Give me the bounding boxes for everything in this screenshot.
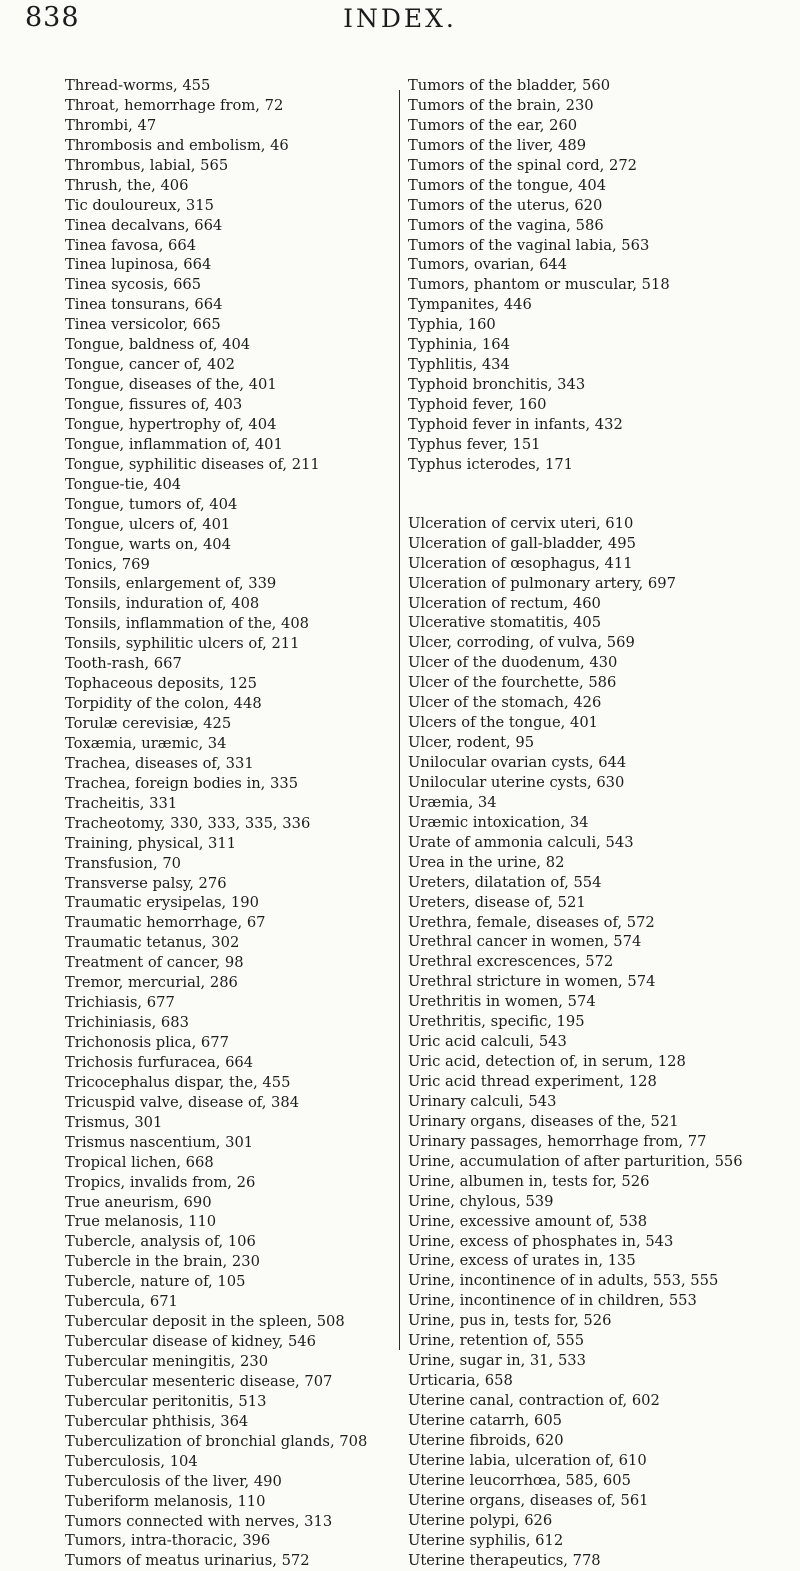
- index-entry: Tubercular deposit in the spleen, 508: [65, 1313, 345, 1331]
- index-entry: Ulcers of the tongue, 401: [408, 714, 599, 732]
- index-entry: Tumors of the ear, 260: [408, 116, 578, 134]
- index-entry: Tricocephalus dispar, the, 455: [65, 1073, 291, 1091]
- index-entry: Typhoid fever, 160: [408, 396, 547, 413]
- page-title: INDEX.: [343, 4, 457, 33]
- index-entry: Tumors of meatus urinarius, 572: [65, 1552, 310, 1570]
- index-entry: Tic douloureux, 315: [65, 196, 214, 214]
- index-entry: Uric acid calculi, 543: [408, 1033, 567, 1051]
- index-entry: Tubercular phthisis, 364: [65, 1412, 249, 1430]
- index-entry: Tumors connected with nerves, 313: [65, 1512, 333, 1530]
- index-entry: Trismus nascentium, 301: [65, 1133, 254, 1151]
- index-entry: Tubercle, nature of, 105: [65, 1273, 246, 1291]
- index-entry: Typhlitis, 434: [408, 356, 510, 374]
- index-entry: Urethral cancer in women, 574: [408, 933, 642, 951]
- index-entry: Transverse palsy, 276: [65, 874, 227, 892]
- index-entry: Tumors of the brain, 230: [408, 96, 594, 114]
- index-entry: Tongue, ulcers of, 401: [65, 515, 231, 533]
- index-entry: Tumors, ovarian, 644: [408, 256, 568, 274]
- index-entry: Urine, accumulation of after parturition, 556: [408, 1152, 743, 1170]
- index-entry: Ulceration of pulmonary artery, 697: [408, 574, 676, 592]
- index-entry: Tuberculosis of the liver, 490: [65, 1472, 282, 1490]
- index-entry: Tongue, baldness of, 404: [65, 336, 251, 354]
- index-entry: Traumatic tetanus, 302: [65, 934, 240, 952]
- index-entry: Tongue, cancer of, 402: [65, 356, 236, 374]
- index-entry: Torpidity of the colon, 448: [65, 695, 262, 713]
- index-entry: Urethral stricture in women, 574: [408, 973, 656, 991]
- index-entry: Tuberiform melanosis, 110: [65, 1492, 266, 1510]
- index-entry: Thrombus, labial, 565: [65, 156, 229, 174]
- index-entry: Tracheitis, 331: [65, 794, 178, 812]
- index-entry: Typhus icterodes, 171: [408, 455, 574, 473]
- index-entry: Urea in the urine, 82: [408, 853, 565, 871]
- index-entry: Tremor, mercurial, 286: [65, 974, 238, 992]
- index-entry: Ulceration of gall-bladder, 495: [408, 534, 636, 552]
- index-entry: Uterine polypi, 626: [408, 1511, 553, 1529]
- index-entry: Urine, incontinence of in adults, 553, 555: [408, 1272, 719, 1290]
- index-entry: Urine, albumen in, tests for, 526: [408, 1172, 650, 1190]
- index-entry: Tubercular peritonitis, 513: [65, 1392, 267, 1410]
- index-entry: Tinea tonsurans, 664: [65, 296, 223, 314]
- index-entry: Tracheotomy, 330, 333, 335, 336: [65, 814, 311, 832]
- index-entry: Urethritis, specific, 195: [408, 1013, 585, 1031]
- index-entry: Trachea, foreign bodies in, 335: [65, 774, 299, 792]
- index-entry: Typhia, 160: [408, 316, 496, 334]
- index-entry: Ulceration of cervix uteri, 610: [408, 514, 634, 532]
- index-entry: Uterine leucorrhœa, 585, 605: [408, 1471, 631, 1489]
- index-entry: Urine, excess of urates in, 135: [408, 1252, 636, 1270]
- index-entry: Training, physical, 311: [65, 834, 237, 852]
- index-entry: Urine, pus in, tests for, 526: [408, 1312, 612, 1330]
- index-entry: Typhus fever, 151: [408, 435, 541, 453]
- index-column-right: [408, 76, 778, 1570]
- index-entry: Throat, hemorrhage from, 72: [65, 96, 284, 114]
- index-entry: Urticaria, 658: [408, 1372, 513, 1390]
- index-entry: Urine, incontinence of in children, 553: [408, 1292, 697, 1310]
- index-entry: Uræmic intoxication, 34: [408, 813, 589, 831]
- index-entry: Tongue, warts on, 404: [65, 535, 231, 553]
- index-entry: Tongue-tie, 404: [65, 475, 182, 493]
- index-entry: Tumors of the liver, 489: [408, 136, 587, 154]
- index-entry: Tumors of the vagina, 586: [408, 216, 604, 234]
- index-entry: Tongue, hypertrophy of, 404: [65, 415, 277, 433]
- index-entry: Trismus, 301: [65, 1113, 163, 1131]
- index-entry: Toxæmia, uræmic, 34: [65, 734, 227, 752]
- index-entry: Tubercular mesenteric disease, 707: [65, 1372, 333, 1390]
- index-entry: Ureters, disease of, 521: [408, 893, 586, 911]
- index-entry: Uric acid thread experiment, 128: [408, 1073, 657, 1090]
- index-entry: Urethra, female, diseases of, 572: [408, 913, 655, 931]
- index-entry: Unilocular uterine cysts, 630: [408, 773, 625, 791]
- index-entry: Tonics, 769: [65, 555, 150, 573]
- index-entry: Traumatic hemorrhage, 67: [65, 914, 266, 932]
- index-entry: Tophaceous deposits, 125: [65, 675, 257, 693]
- index-entry: Urethritis in women, 574: [408, 993, 596, 1011]
- index-group-u: [408, 514, 778, 1571]
- index-entry: Uterine syphilis, 612: [408, 1531, 564, 1549]
- index-entry: Tooth-rash, 667: [65, 655, 182, 673]
- index-entry: Typhoid fever in infants, 432: [408, 415, 623, 433]
- index-entry: Tonsils, inflammation of the, 408: [65, 615, 310, 633]
- index-entry: Traumatic erysipelas, 190: [65, 894, 259, 912]
- index-entry: Tumors of the vaginal labia, 563: [408, 236, 650, 254]
- index-entry: Ulcer, corroding, of vulva, 569: [408, 634, 635, 652]
- index-entry: Ulcerative stomatitis, 405: [408, 614, 602, 632]
- index-entry: Thrombi, 47: [65, 116, 157, 134]
- index-entry: Thrombosis and embolism, 46: [65, 136, 289, 154]
- index-entry: Treatment of cancer, 98: [65, 954, 244, 972]
- index-entry: Ureters, dilatation of, 554: [408, 873, 602, 891]
- index-entry: Trichiasis, 677: [65, 994, 175, 1012]
- index-entry: Uræmia, 34: [408, 793, 497, 811]
- index-entry: Trichonosis plica, 677: [65, 1034, 229, 1051]
- index-entry: Tumors, phantom or muscular, 518: [408, 276, 670, 294]
- index-entry: Tympanites, 446: [408, 296, 532, 314]
- index-entry: Tonsils, syphilitic ulcers of, 211: [65, 635, 300, 653]
- index-entry: Tubercular meningitis, 230: [65, 1353, 269, 1370]
- index-entry: Ulceration of rectum, 460: [408, 594, 601, 612]
- index-entry: Urinary organs, diseases of the, 521: [408, 1112, 679, 1130]
- index-entry: Tumors of the spinal cord, 272: [408, 156, 638, 174]
- index-entry: Urine, excessive amount of, 538: [408, 1212, 648, 1230]
- index-entry: Urine, retention of, 555: [408, 1332, 585, 1350]
- index-group-t: [408, 76, 778, 475]
- index-entry: Urine, excess of phosphates in, 543: [408, 1232, 674, 1250]
- index-entry: Tubercula, 671: [65, 1293, 178, 1311]
- index-entry: Trichosis furfuracea, 664: [65, 1053, 254, 1071]
- index-entry: Tinea lupinosa, 664: [65, 256, 212, 274]
- index-entry: Unilocular ovarian cysts, 644: [408, 754, 627, 771]
- index-entry: Urate of ammonia calculi, 543: [408, 833, 634, 851]
- index-entry: Urine, chylous, 539: [408, 1192, 554, 1210]
- index-entry: Ulcer, rodent, 95: [408, 734, 535, 752]
- index-entry: Ulcer of the stomach, 426: [408, 694, 602, 712]
- index-entry: Urinary calculi, 543: [408, 1092, 557, 1110]
- index-entry: Urinary passages, hemorrhage from, 77: [408, 1132, 707, 1150]
- index-entry: Tongue, fissures of, 403: [65, 396, 243, 413]
- index-entry: Ulcer of the duodenum, 430: [408, 654, 618, 672]
- index-entry: Uterine therapeutics, 778: [408, 1551, 601, 1569]
- index-entry: Tubercle in the brain, 230: [65, 1253, 260, 1271]
- index-entry: Typhinia, 164: [408, 336, 510, 354]
- index-entry: Tumors of the uterus, 620: [408, 196, 603, 214]
- index-entry: Tinea decalvans, 664: [65, 216, 223, 234]
- index-entry: Tongue, syphilitic diseases of, 211: [65, 455, 320, 473]
- index-entry: Tropics, invalids from, 26: [65, 1173, 256, 1191]
- index-entry: Uterine catarrh, 605: [408, 1411, 563, 1429]
- index-entry: Uterine organs, diseases of, 561: [408, 1491, 649, 1509]
- index-entry: Tubercle, analysis of, 106: [65, 1233, 256, 1251]
- index-entry: Ulcer of the fourchette, 586: [408, 674, 617, 692]
- index-entry: Urethral excrescences, 572: [408, 953, 614, 971]
- index-entry: Tumors, intra-thoracic, 396: [65, 1532, 271, 1550]
- index-entry: Tubercular disease of kidney, 546: [65, 1333, 316, 1351]
- index-entry: Tuberculosis, 104: [65, 1452, 198, 1470]
- index-entry: Tinea favosa, 664: [65, 236, 197, 254]
- index-entry: Tumors of the bladder, 560: [408, 77, 611, 94]
- index-entry: Tonsils, enlargement of, 339: [65, 575, 277, 593]
- index-entry: Uterine fibroids, 620: [408, 1431, 564, 1449]
- index-entry: Thrush, the, 406: [65, 176, 189, 194]
- index-entry: Tricuspid valve, disease of, 384: [65, 1093, 300, 1111]
- index-entry: Uric acid, detection of, in serum, 128: [408, 1053, 686, 1071]
- index-entry: Urine, sugar in, 31, 533: [408, 1352, 586, 1370]
- index-entry: Tuberculization of bronchial glands, 708: [65, 1432, 368, 1450]
- index-entry: Uterine canal, contraction of, 602: [408, 1392, 660, 1409]
- index-entry: Tinea sycosis, 665: [65, 276, 202, 294]
- page-number: 838: [25, 2, 80, 33]
- index-entry: Torulæ cerevisiæ, 425: [65, 715, 232, 732]
- index-entry: True melanosis, 110: [65, 1213, 217, 1231]
- index-entry: Thread-worms, 455: [65, 77, 211, 94]
- index-entry: Tumors of the tongue, 404: [408, 176, 607, 194]
- index-entry: Tongue, diseases of the, 401: [65, 376, 277, 394]
- index-entry: Typhoid bronchitis, 343: [408, 376, 586, 394]
- index-entry: Ulceration of œsophagus, 411: [408, 554, 633, 572]
- index-entry: Tongue, tumors of, 404: [65, 495, 238, 513]
- group-gap: [408, 475, 778, 514]
- index-entry: Tropical lichen, 668: [65, 1153, 214, 1171]
- index-entry: True aneurism, 690: [65, 1193, 212, 1211]
- index-entry: Transfusion, 70: [65, 854, 182, 872]
- index-entry: Tinea versicolor, 665: [65, 316, 221, 334]
- index-column-left: [65, 76, 390, 1571]
- column-divider: [399, 90, 400, 1350]
- index-entry: Tonsils, induration of, 408: [65, 595, 260, 613]
- index-entry: Trichiniasis, 683: [65, 1014, 189, 1032]
- index-entry: Tongue, inflammation of, 401: [65, 435, 283, 453]
- index-entry: Uterine labia, ulceration of, 610: [408, 1451, 647, 1469]
- index-entry: Trachea, diseases of, 331: [65, 754, 254, 772]
